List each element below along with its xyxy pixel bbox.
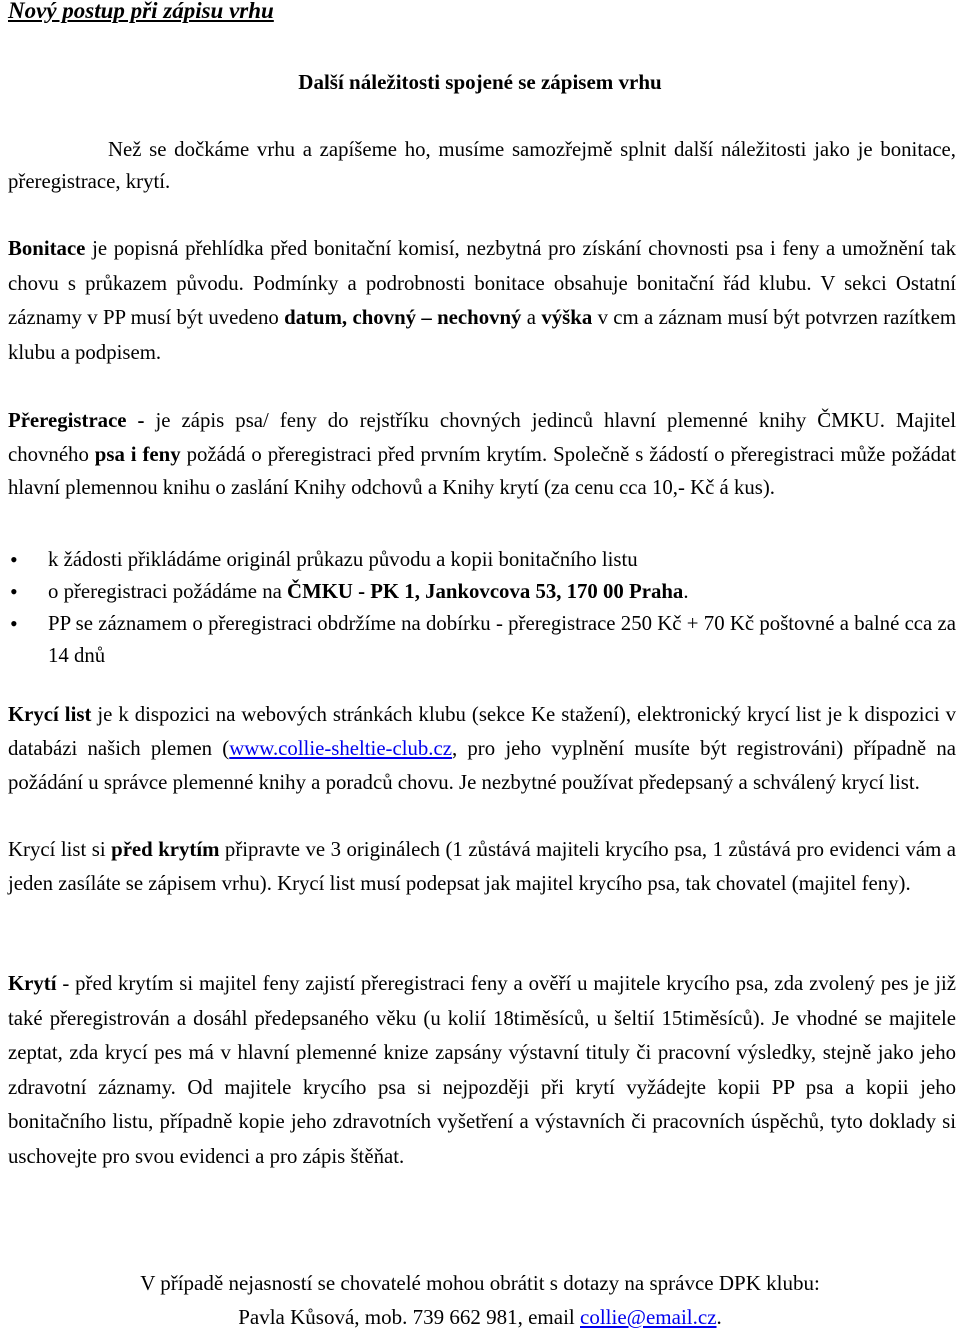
kryci-list-term: Krycí list <box>8 703 92 726</box>
kryci-list-paragraph: Krycí list je k dispozici na webových stránkách klubu (sekce Ke stažení), elektronický krycí list je k dispozici v databázi našich plemen (www.collie-sheltie-club.cz, pro jeho vyplnění musíte být registrováni) případně na požádání u správce plemenné knihy a poradců chovu. Je nezbytné používat předepsaný a schválený krycí list. <box>8 703 956 794</box>
bullet-icon: • <box>10 579 18 604</box>
footer-contact-line-1: V případě nejasností se chovatelé mohou obrátit s dotazy na správce DPK klubu: <box>140 1271 820 1295</box>
kryti-term: Krytí <box>8 972 57 995</box>
list-item: • o přeregistraci požádáme na ČMKU - PK 1, Jankovcova 53, 170 00 Praha. <box>8 576 956 608</box>
list-item: • PP se záznamem o přeregistraci obdržíme na dobírku - přeregistrace 250 Kč + 70 Kč poštovné a balné cca za 14 dnů <box>8 608 956 672</box>
bonitace-term: Bonitace <box>8 237 86 260</box>
contact-email-link[interactable]: collie@email.cz <box>580 1305 717 1329</box>
footer-contact-line-2: Pavla Kůsová, mob. 739 662 981, email collie@email.cz. <box>238 1305 722 1329</box>
preregistrace-term: Přeregistrace - <box>8 409 145 432</box>
club-website-link[interactable]: www.collie-sheltie-club.cz <box>229 737 452 760</box>
list-item: • k žádosti přikládáme originál průkazu původu a kopii bonitačního listu <box>8 544 956 576</box>
document-title: Nový postup při zápisu vrhu <box>8 0 274 23</box>
bullet-icon: • <box>10 611 18 636</box>
intro-paragraph: Než se dočkáme vrhu a zapíšeme ho, musíme samozřejmě splnit další náležitosti jako je bonitace, přeregistrace, krytí. <box>8 138 956 193</box>
kryti-paragraph: Krytí - před krytím si majitel feny zajistí přeregistraci feny a ověří u majitele krycího psa, zda zvolený pes je již také přeregistrován a dosáhl předepsaného věku (u kolií 18timěsíců, u šeltií 15timěsíců). Je vhodné se majitele zeptat, zda krycí pes má v hlavní plemenné knize zapsány výstavní tituly či pracovní výsledky, stejně jako jeho zdravotní záznamy. Od majitele krycího psa si nejpozději při krytí vyžádejte kopii PP psa a kopii jeho bonitačního listu, případně kopie jeho zdravotních vyšetření a výstavních či pracovních úspěchů, tyto doklady si uschovejte pro svou evidenci a pro zápis štěňat. <box>8 972 956 1168</box>
preregistrace-bullet-list <box>8 544 956 672</box>
bullet-icon: • <box>10 547 18 572</box>
bonitace-paragraph: Bonitace je popisná přehlídka před bonitační komisí, nezbytná pro získání chovnosti psa i feny a umožnění tak chovu s průkazem původu. Podmínky a podrobnosti bonitace obsahuje bonitační řád klubu. V sekci Ostatní záznamy v PP musí být uvedeno datum, chovný – nechovný a výška v cm a záznam musí být potvrzen razítkem klubu a podpisem. <box>8 237 956 364</box>
preregistrace-paragraph: Přeregistrace - je zápis psa/ feny do rejstříku chovných jedinců hlavní plemenné knihy ČMKU. Majitel chovného psa i feny požádá o přeregistraci před prvním krytím. Společně s žádostí o přeregistraci může požádat hlavní plemennou knihu o zaslání Knihy odchovů a Knihy krytí (za cenu cca 10,- Kč á kus). <box>8 409 956 499</box>
section-heading: Další náležitosti spojené se zápisem vrhu <box>298 70 662 94</box>
kryci-list-paragraph-2: Krycí list si před krytím připravte ve 3 originálech (1 zůstává majiteli krycího psa, 1 zůstává pro evidenci vám a jeden zasíláte se zápisem vrhu). Krycí list musí podepsat jak majitel krycího psa, tak chovatel (majitel feny). <box>8 838 957 895</box>
